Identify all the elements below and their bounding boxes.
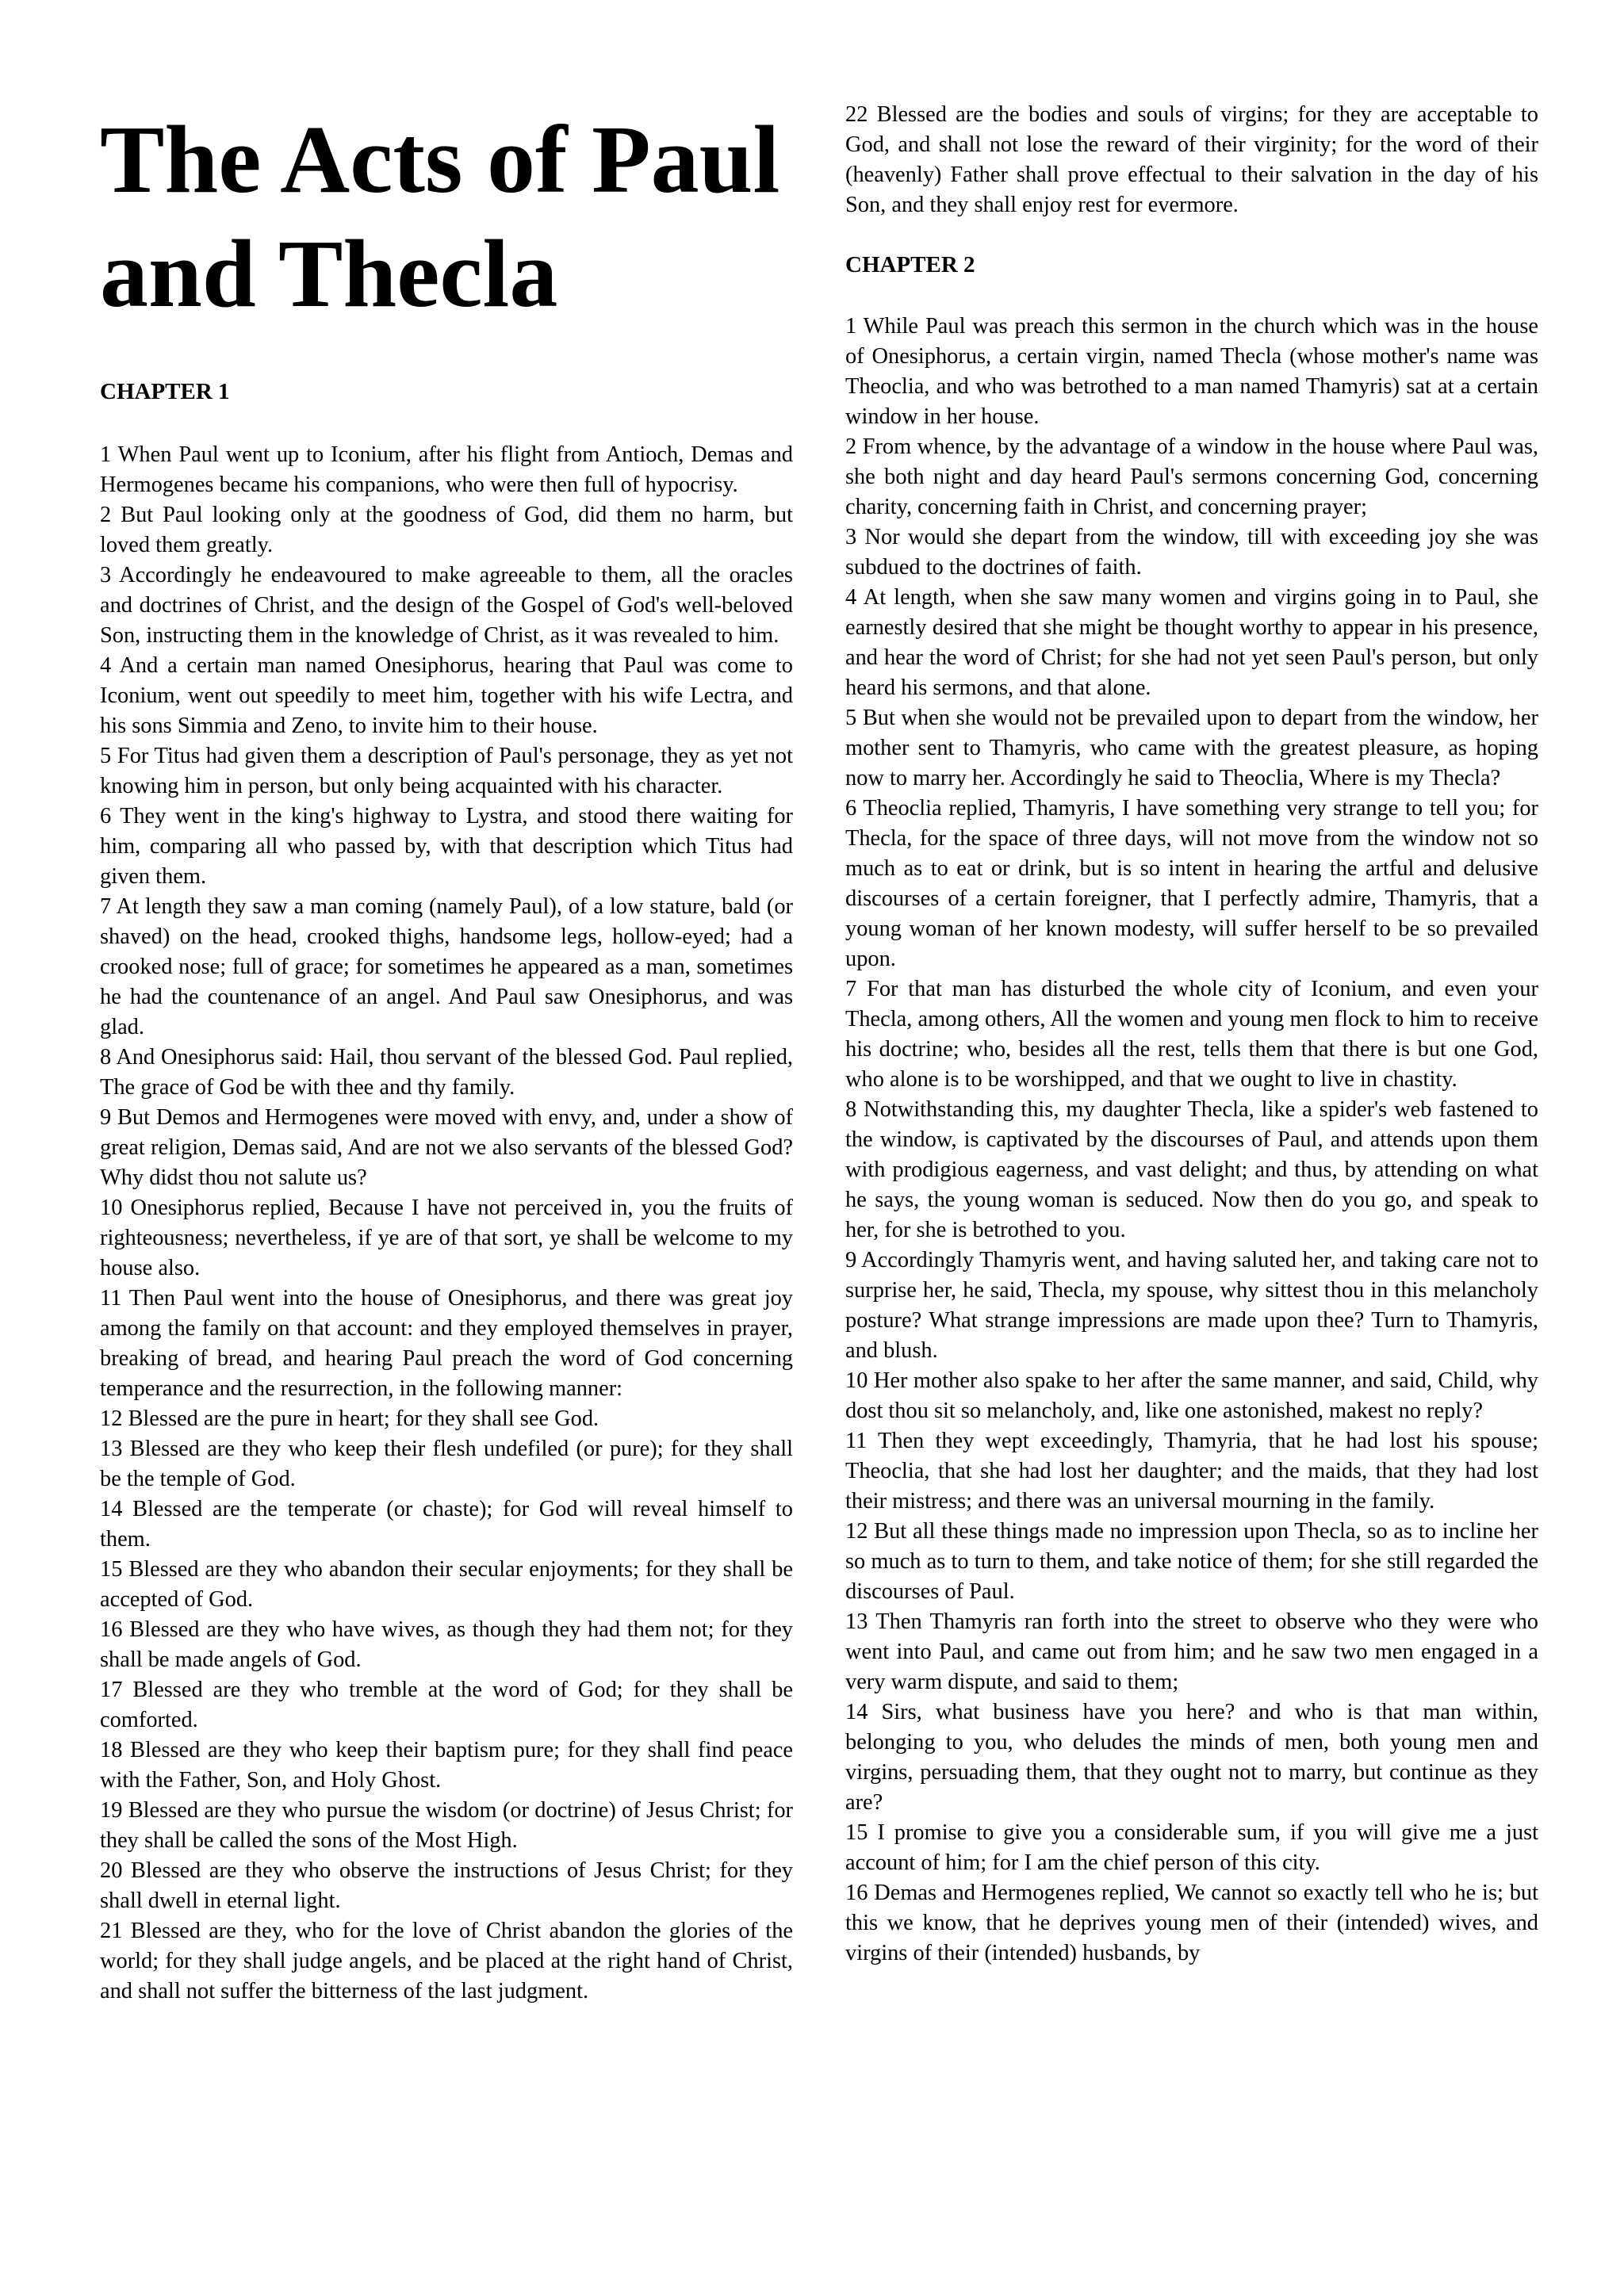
- chapter-1-verses: [100, 440, 793, 2007]
- verse: 3 Accordingly he endeavoured to make agreeable to them, all the oracles and doctrines of Christ, and the design of the Gospel of God's well-beloved Son, instructing them in the knowledge of Christ, as it was revealed to him.: [100, 563, 793, 648]
- verse: 15 I promise to give you a considerable sum, if you will give me a just account of him; for I am the chief person of this city.: [845, 1820, 1538, 1875]
- verse: 17 Blessed are they who tremble at the word of God; for they shall be comforted.: [100, 1678, 793, 1732]
- chapter-1-verses-continued: [845, 0, 1538, 220]
- verse: 14 Sirs, what business have you here? and who is that man within, belonging to you, who deludes the minds of men, both young men and virgins, persuading them, that they ought not to marry, but continue as they are?: [845, 1700, 1538, 1815]
- verse: 6 Theoclia replied, Thamyris, I have something very strange to tell you; for Thecla, for the space of three days, will not move from the window not so much as to eat or drink, but is so intent in hearing the artful and delusive discourses of a certain foreigner, that I perfectly admire, Thamyris, that a young woman of her known modesty, will suffer herself to be so prevailed upon.: [845, 796, 1538, 971]
- verse: 5 For Titus had given them a description of Paul's personage, they as yet not knowing him in person, but only being acquainted with his character.: [100, 744, 793, 798]
- verse: 20 Blessed are they who observe the instructions of Jesus Christ; for they shall dwell in eternal light.: [100, 1858, 793, 1913]
- verse: 10 Her mother also spake to her after the same manner, and said, Child, why dost thou sit so melancholy, and, like one astonished, makest no reply?: [845, 1368, 1538, 1423]
- chapter-2-heading: CHAPTER 2: [845, 252, 975, 277]
- verse: 11 Then they wept exceedingly, Thamyria, that he had lost his spouse; Theoclia, that she had lost her daughter; and the maids, that they had lost their mistress; and there was an universal mourning in the family.: [845, 1429, 1538, 1513]
- document-title: The Acts of Paul and Thecla: [100, 106, 780, 327]
- verse: 12 Blessed are the pure in heart; for they shall see God.: [100, 1406, 599, 1431]
- verse: 4 And a certain man named Onesiphorus, hearing that Paul was come to Iconium, went out speedily to meet him, together with his wife Lectra, and his sons Simmia and Zeno, to invite him to their house.: [100, 653, 793, 738]
- right-column: [845, 0, 1538, 1969]
- verse: 10 Onesiphorus replied, Because I have not perceived in, you the fruits of righteousness; nevertheless, if ye are of that sort, ye shall be welcome to my house also.: [100, 1196, 793, 1280]
- verse: 11 Then Paul went into the house of Onesiphorus, and there was great joy among the family on that account: and they employed themselves in prayer, breaking of bread, and hearing Paul preach the word of God concerning temperance and the resurrection, in the following manner:: [100, 1286, 793, 1401]
- verse: 3 Nor would she depart from the window, till with exceeding joy she was subdued to the doctrines of faith.: [845, 525, 1538, 580]
- verse: 16 Blessed are they who have wives, as though they had them not; for they shall be made angels of God.: [100, 1617, 793, 1672]
- verse: 6 They went in the king's highway to Lystra, and stood there waiting for him, comparing all who passed by, with that description which Titus had given them.: [100, 804, 793, 889]
- verse: 18 Blessed are they who keep their baptism pure; for they shall find peace with the Father, Son, and Holy Ghost.: [100, 1738, 793, 1793]
- left-column: [100, 0, 793, 2007]
- verse: 1 When Paul went up to Iconium, after his flight from Antioch, Demas and Hermogenes became his companions, who were then full of hypocrisy.: [100, 442, 793, 497]
- verse: 7 At length they saw a man coming (namely Paul), of a low stature, bald (or shaved) on the head, crooked thighs, handsome legs, hollow-eyed; had a crooked nose; full of grace; for sometimes he appeared as a man, sometimes he had the countenance of an angel. And Paul saw Onesiphorus, and was glad.: [100, 894, 793, 1039]
- verse: 4 At length, when she saw many women and virgins going in to Paul, she earnestly desired that she might be thought worthy to appear in his presence, and hear the word of Christ; for she had not yet seen Paul's person, but only heard his sermons, and that alone.: [845, 585, 1538, 700]
- verse: 21 Blessed are they, who for the love of Christ abandon the glories of the world; for they shall judge angels, and be placed at the right hand of Christ, and shall not suffer the bitterness of the last judgment.: [100, 1919, 793, 2003]
- chapter-2-verses: [845, 312, 1538, 1969]
- verse: 22 Blessed are the bodies and souls of virgins; for they are acceptable to God, and shall not lose the reward of their virginity; for the word of their (heavenly) Father shall prove effectual to their salvation in the day of his Son, and they shall enjoy rest for evermore.: [845, 102, 1538, 217]
- verse: 13 Then Thamyris ran forth into the street to observe who they were who went into Paul, and came out from him; and he saw two men engaged in a very warm dispute, and said to them;: [845, 1609, 1538, 1694]
- verse: 8 And Onesiphorus said: Hail, thou servant of the blessed God. Paul replied, The grace of God be with thee and thy family.: [100, 1045, 793, 1100]
- verse: 15 Blessed are they who abandon their secular enjoyments; for they shall be accepted of God.: [100, 1557, 793, 1612]
- verse: 9 But Demos and Hermogenes were moved with envy, and, under a show of great religion, Demas said, And are not we also servants of the blessed God? Why didst thou not salute us?: [100, 1105, 793, 1190]
- verse: 14 Blessed are the temperate (or chaste); for God will reveal himself to them.: [100, 1497, 793, 1552]
- verse: 8 Notwithstanding this, my daughter Thecla, like a spider's web fastened to the window, is captivated by the discourses of Paul, and attends upon them with prodigious eagerness, and vast delight; and thus, by attending on what he says, the young woman is seduced. Now then do you go, and speak to her, for she is betrothed to you.: [845, 1097, 1538, 1242]
- verse: 19 Blessed are they who pursue the wisdom (or doctrine) of Jesus Christ; for they shall be called the sons of the Most High.: [100, 1798, 793, 1853]
- verse: 16 Demas and Hermogenes replied, We cannot so exactly tell who he is; but this we know, that he deprives young men of their (intended) wives, and virgins of their (intended) husbands, by: [845, 1881, 1538, 1965]
- verse: 1 While Paul was preach this sermon in the church which was in the house of Onesiphorus, a certain virgin, named Thecla (whose mother's name was Theoclia, and who was betrothed to a man named Thamyris) sat at a certain window in her house.: [845, 314, 1538, 429]
- verse: 5 But when she would not be prevailed upon to depart from the window, her mother sent to Thamyris, who came with the greatest pleasure, as hoping now to marry her. Accordingly he said to Theoclia, Where is my Thecla?: [845, 706, 1538, 790]
- verse: 12 But all these things made no impression upon Thecla, so as to incline her so much as to turn to them, and take notice of them; for she still regarded the discourses of Paul.: [845, 1519, 1538, 1604]
- verse: 13 Blessed are they who keep their flesh undefiled (or pure); for they shall be the temple of God.: [100, 1437, 793, 1491]
- chapter-1-heading: CHAPTER 1: [100, 379, 230, 404]
- verse: 2 From whence, by the advantage of a window in the house where Paul was, she both night and day heard Paul's sermons concerning God, concerning charity, concerning faith in Christ, and concerning prayer;: [845, 434, 1538, 519]
- verse: 7 For that man has disturbed the whole city of Iconium, and even your Thecla, among others, All the women and young men flock to him to receive his doctrine; who, besides all the rest, tells them that there is but one God, who alone is to be worshipped, and that we ought to live in chastity.: [845, 977, 1538, 1092]
- verse: 2 But Paul looking only at the goodness of God, did them no harm, but loved them greatly.: [100, 503, 793, 557]
- verse: 9 Accordingly Thamyris went, and having saluted her, and taking care not to surprise her, he said, Thecla, my spouse, why sittest thou in this melancholy posture? What strange impressions are made upon thee? Turn to Thamyris, and blush.: [845, 1248, 1538, 1363]
